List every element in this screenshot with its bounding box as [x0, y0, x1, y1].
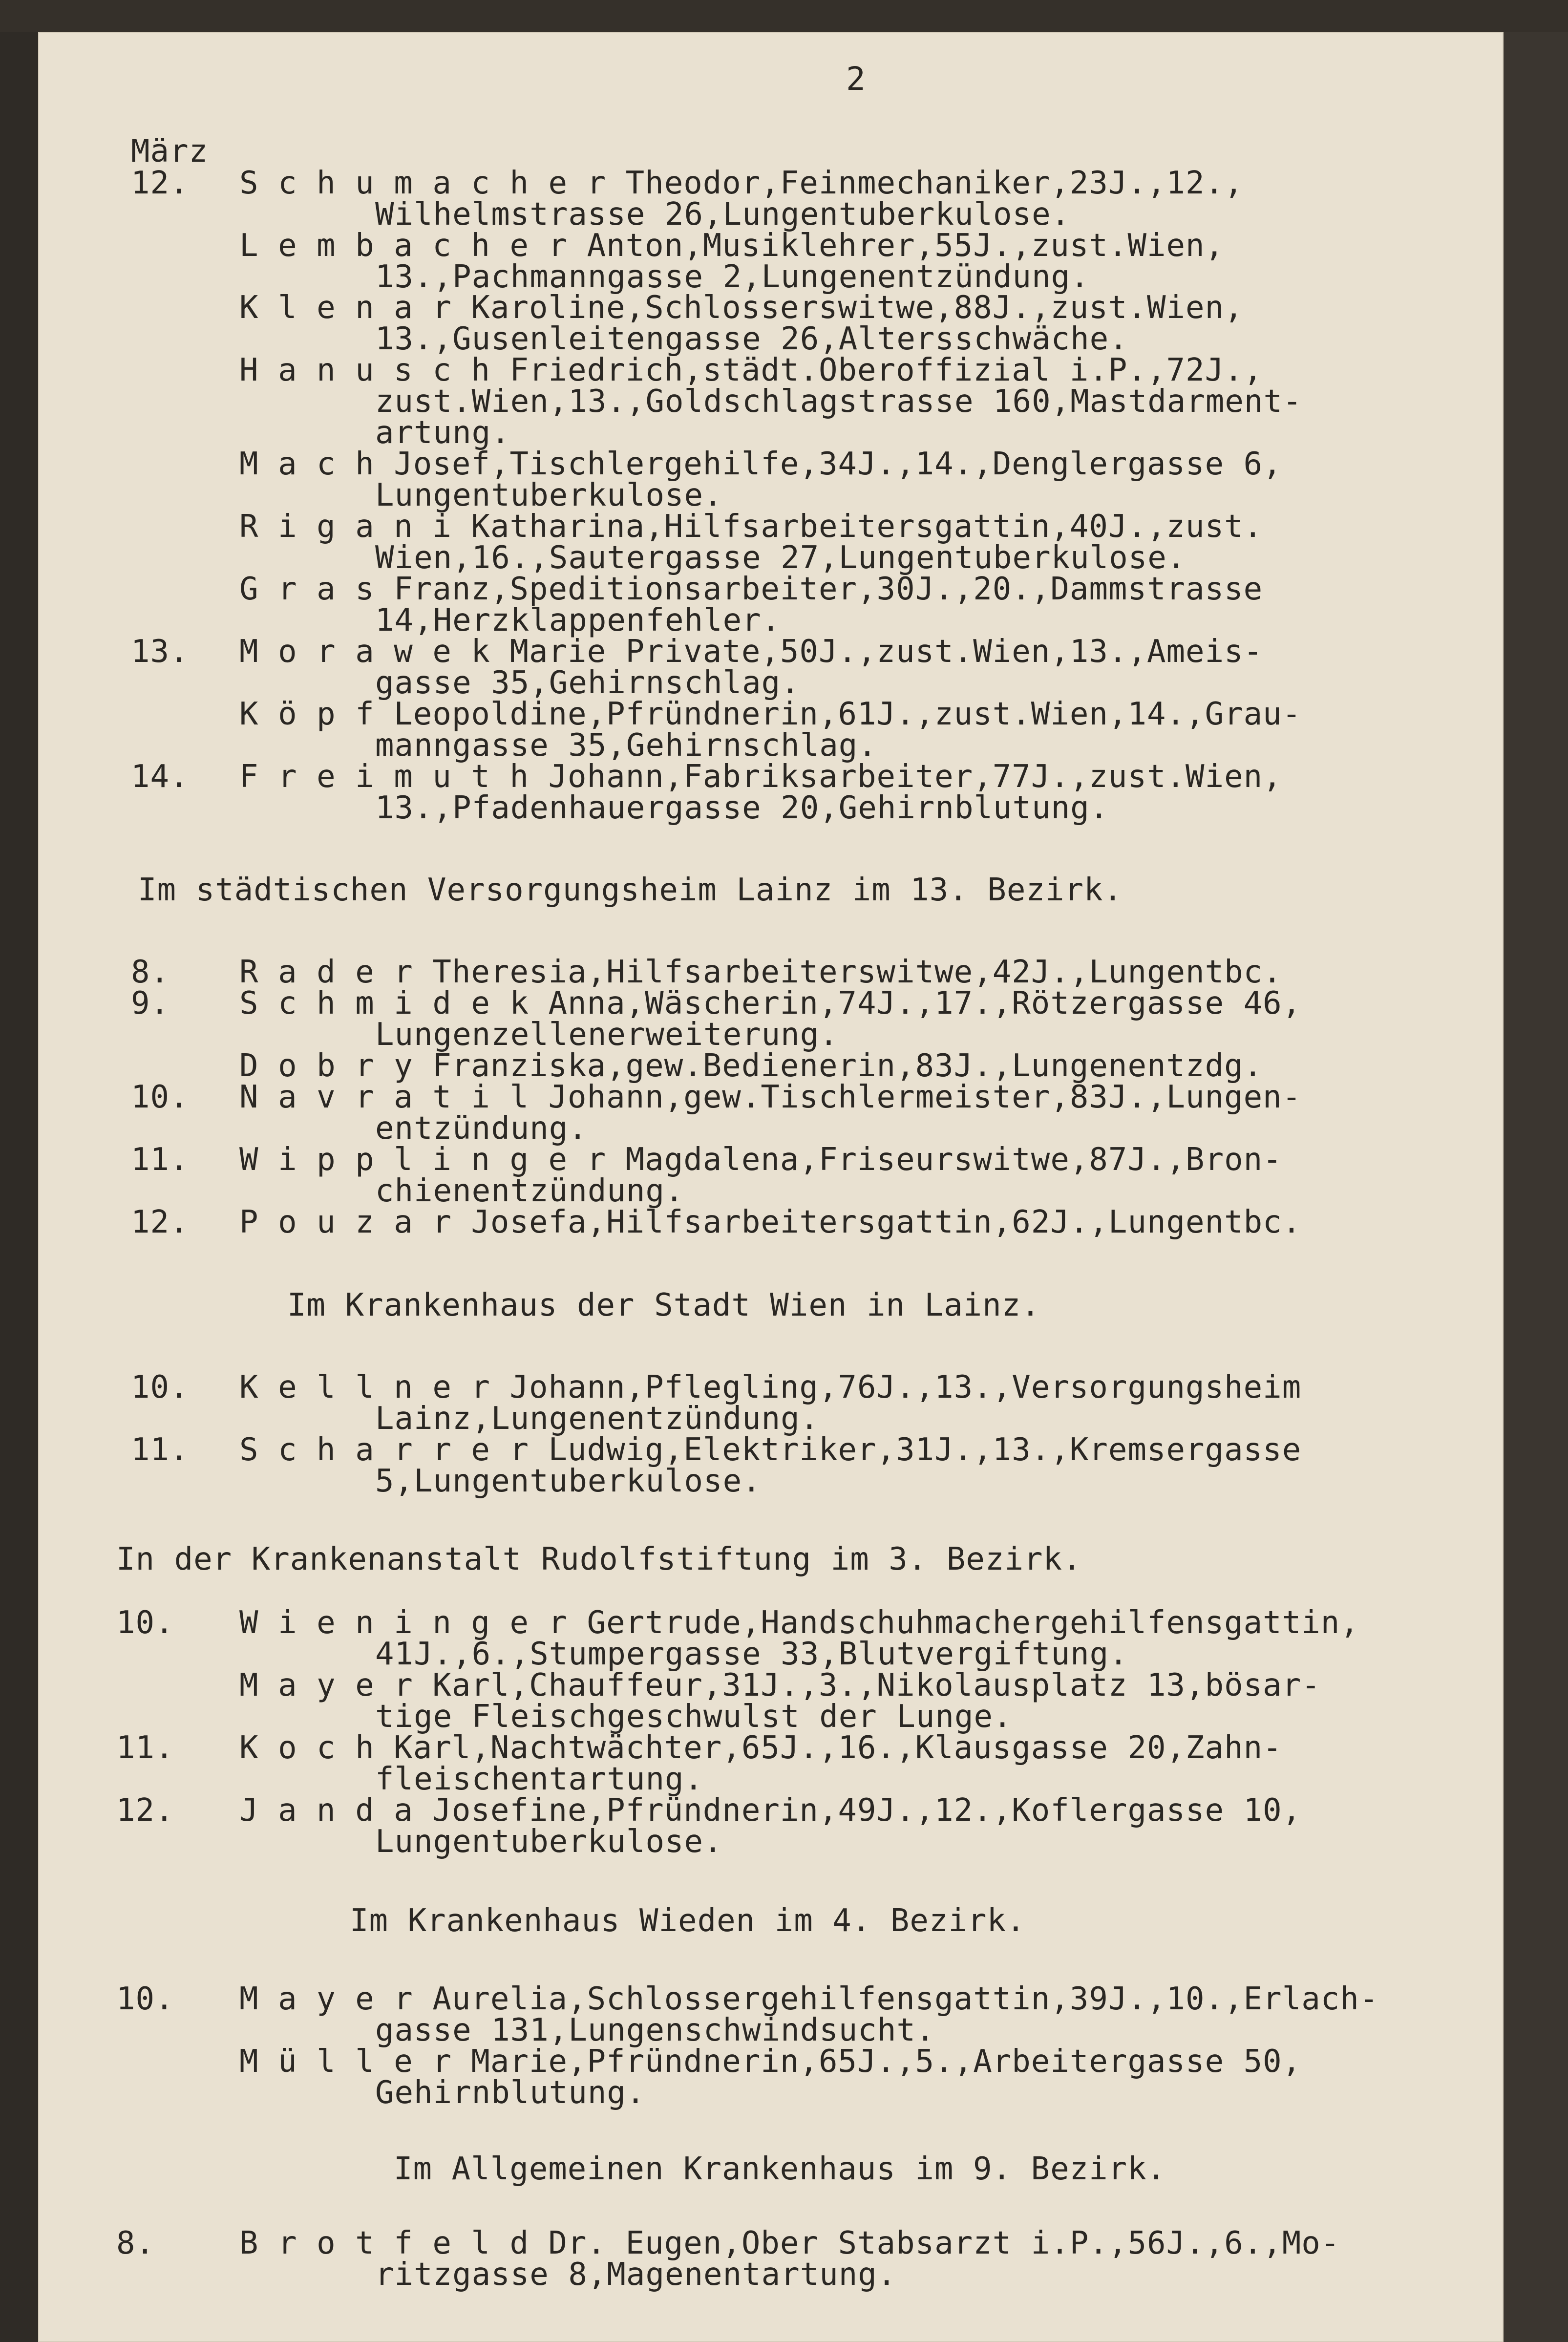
text-line: 9. — [131, 985, 170, 1022]
text-line: M o r a w e k Marie Private,50J.,zust.Wien,13.,Ameis- — [239, 634, 1263, 670]
text-line: F r e i m u t h Johann,Fabriksarbeiter,77J.,zust.Wien, — [239, 759, 1282, 795]
text-line: fleischentartung. — [375, 1761, 704, 1797]
page-number: 2 — [846, 60, 866, 98]
text-line: K e l l n e r Johann,Pflegling,76J.,13.,Versorgungsheim — [239, 1369, 1302, 1405]
text-line: 41J.,6.,Stumpergasse 33,Blutvergiftung. — [375, 1636, 1128, 1672]
text-line: gasse 35,Gehirnschlag. — [375, 665, 800, 701]
text-line: 14,Herzklappenfehler. — [375, 602, 781, 639]
text-line: 8. — [116, 2225, 155, 2261]
text-line: K ö p f Leopoldine,Pfründnerin,61J.,zust.Wien,14.,Grau- — [239, 696, 1302, 732]
text-line: manngasse 35,Gehirnschlag. — [375, 727, 877, 764]
text-line: ritzgasse 8,Magenentartung. — [375, 2257, 897, 2293]
text-line: P o u z a r Josefa,Hilfsarbeitersgattin,62J.,Lungentbc. — [239, 1204, 1302, 1240]
text-line: W i e n i n g e r Gertrude,Handschuhmachergehilfensgattin, — [239, 1605, 1359, 1641]
text-line: artung. — [375, 415, 510, 451]
text-line: N a v r a t i l Johann,gew.Tischlermeister,83J.,Lungen- — [239, 1079, 1302, 1115]
text-line: Lungentuberkulose. — [375, 1824, 723, 1860]
text-line: G r a s Franz,Speditionsarbeiter,30J.,20.,Dammstrasse — [239, 571, 1263, 607]
text-line: chienentzündung. — [375, 1173, 684, 1209]
text-line: L e m b a c h e r Anton,Musiklehrer,55J.,zust.Wien, — [239, 228, 1225, 264]
text-line: 14. — [131, 759, 189, 795]
text-line: 10. — [116, 1981, 174, 2017]
text-line: Wien,16.,Sautergasse 27,Lungentuberkulose. — [375, 540, 1187, 576]
text-line: März — [131, 133, 209, 170]
text-line: 5,Lungentuberkulose. — [375, 1463, 762, 1499]
text-line: 12. — [116, 1792, 174, 1829]
text-line: 13.,Gusenleitengasse 26,Altersschwäche. — [375, 321, 1128, 357]
text-line: M a y e r Aurelia,Schlossergehilfensgattin,39J.,10.,Erlach- — [239, 1981, 1379, 2017]
text-line: M ü l l e r Marie,Pfründnerin,65J.,5.,Arbeitergasse 50, — [239, 2044, 1302, 2080]
text-line: Im Krankenhaus Wieden im 4. Bezirk. — [350, 1903, 1026, 1939]
text-line: S c h u m a c h e r Theodor,Feinmechaniker,23J.,12., — [239, 165, 1244, 201]
text-line: D o b r y Franziska,gew.Bedienerin,83J.,Lungenentzdg. — [239, 1048, 1263, 1084]
text-line: 10. — [116, 1605, 174, 1641]
text-line: S c h a r r e r Ludwig,Elektriker,31J.,13.,Kremsergasse — [239, 1432, 1302, 1468]
text-line: K l e n a r Karoline,Schlosserswitwe,88J.,zust.Wien, — [239, 290, 1244, 326]
text-line: 10. — [131, 1369, 189, 1405]
text-line: J a n d a Josefine,Pfründnerin,49J.,12.,Koflergasse 10, — [239, 1792, 1302, 1829]
text-line: M a c h Josef,Tischlergehilfe,34J.,14.,Denglergasse 6, — [239, 446, 1282, 482]
text-line: Wilhelmstrasse 26,Lungentuberkulose. — [375, 196, 1071, 233]
text-line: In der Krankenanstalt Rudolfstiftung im 3. Bezirk. — [116, 1541, 1082, 1577]
scan-background-right — [1504, 32, 1568, 2342]
text-line: Gehirnblutung. — [375, 2075, 646, 2111]
text-line: M a y e r Karl,Chauffeur,31J.,3.,Nikolausplatz 13,bösar- — [239, 1667, 1321, 1703]
text-line: Lungenzellenerweiterung. — [375, 1017, 839, 1053]
text-line: S c h m i d e k Anna,Wäscherin,74J.,17.,Rötzergasse 46, — [239, 985, 1302, 1022]
text-line: zust.Wien,13.,Goldschlagstrasse 160,Mastdarment- — [375, 383, 1302, 420]
text-line: 12. — [131, 165, 189, 201]
text-line: 11. — [116, 1730, 174, 1766]
text-line: W i p p l i n g e r Magdalena,Friseurswitwe,87J.,Bron- — [239, 1142, 1282, 1178]
text-line: 13.,Pfadenhauergasse 20,Gehirnblutung. — [375, 790, 1109, 826]
text-line: R a d e r Theresia,Hilfsarbeiterswitwe,42J.,Lungentbc. — [239, 954, 1282, 990]
text-line: B r o t f e l d Dr. Eugen,Ober Stabsarzt i.P.,56J.,6.,Mo- — [239, 2225, 1340, 2261]
text-line: entzündung. — [375, 1110, 588, 1147]
text-line: 8. — [131, 954, 170, 990]
text-line: Lungentuberkulose. — [375, 477, 723, 513]
text-line: 13.,Pachmanngasse 2,Lungenentzündung. — [375, 259, 1090, 295]
text-line: 11. — [131, 1432, 189, 1468]
text-line: K o c h Karl,Nachtwächter,65J.,16.,Klausgasse 20,Zahn- — [239, 1730, 1282, 1766]
scan-background-top — [0, 0, 1568, 32]
text-line: R i g a n i Katharina,Hilfsarbeitersgattin,40J.,zust. — [239, 509, 1263, 545]
text-line: 10. — [131, 1079, 189, 1115]
text-line: 12. — [131, 1204, 189, 1240]
text-line: tige Fleischgeschwulst der Lunge. — [375, 1699, 1013, 1735]
text-line: gasse 131,Lungenschwindsucht. — [375, 2012, 935, 2048]
text-line: 11. — [131, 1142, 189, 1178]
text-line: Im Krankenhaus der Stadt Wien in Lainz. — [287, 1287, 1040, 1323]
text-line: Im Allgemeinen Krankenhaus im 9. Bezirk. — [394, 2151, 1166, 2187]
text-line: Lainz,Lungenentzündung. — [375, 1401, 820, 1437]
text-line: H a n u s c h Friedrich,städt.Oberoffizial i.P.,72J., — [239, 352, 1263, 388]
text-line: Im städtischen Versorgungsheim Lainz im 13. Bezirk. — [138, 872, 1123, 908]
text-line: 13. — [131, 634, 189, 670]
